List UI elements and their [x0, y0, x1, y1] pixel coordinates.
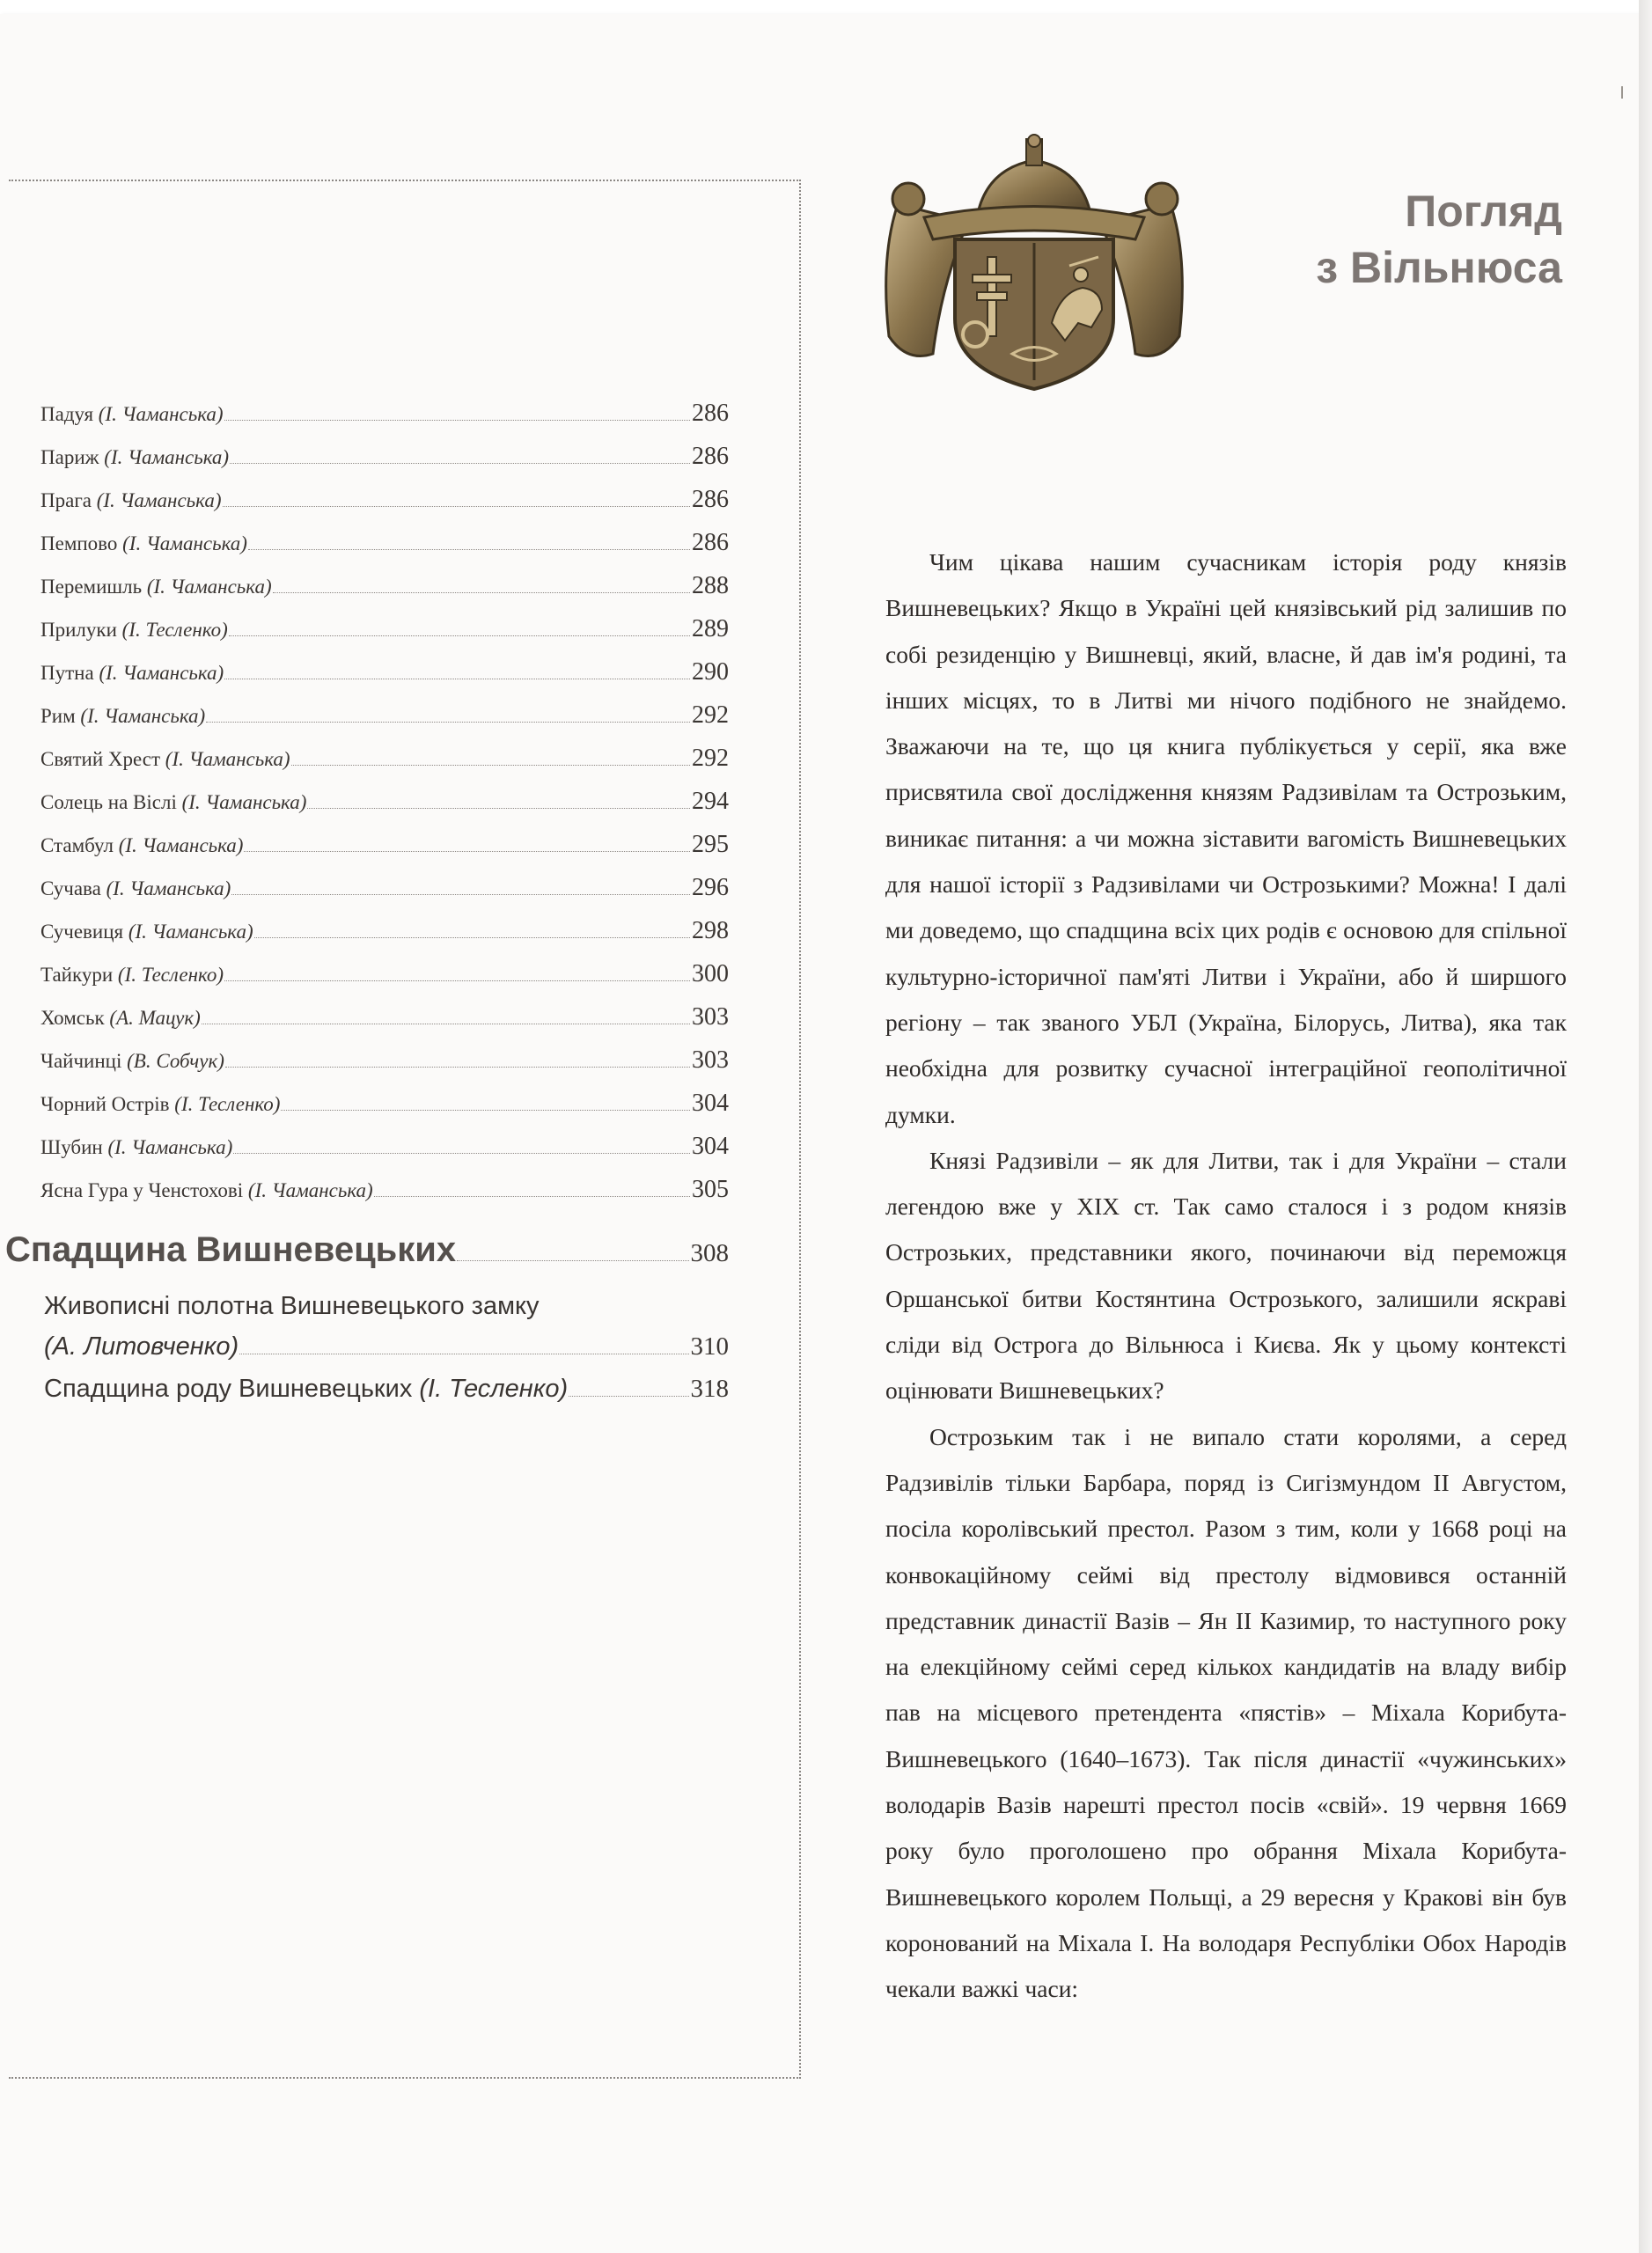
toc-dots [307, 808, 690, 809]
toc-dots [223, 506, 691, 507]
toc-item[interactable] [40, 874, 729, 917]
toc-item-author: (І. Чаманська) [122, 532, 247, 554]
toc-item-author: (І. Чаманська) [165, 748, 290, 770]
toc-item-page: 295 [692, 831, 729, 858]
toc-item[interactable] [40, 917, 729, 960]
toc-item-page: 304 [692, 1133, 729, 1160]
toc-item-page: 290 [692, 658, 729, 686]
toc-item-title: Прилуки [40, 619, 117, 641]
toc-item-title: Рим [40, 705, 76, 727]
toc-item-title: Сучава [40, 877, 101, 899]
toc-item-author: (І. Чаманська) [146, 576, 272, 598]
toc-dots [224, 980, 690, 981]
chapter-title [1316, 183, 1562, 296]
toc-item-author: (І. Чаманська) [104, 446, 230, 468]
toc-item-page: 292 [692, 745, 729, 772]
toc-item-author: (І. Чаманська) [96, 489, 222, 511]
toc-item-page: 286 [692, 400, 729, 427]
toc-item-title: Прага [40, 489, 92, 511]
toc-item-author: (А. Мацук) [109, 1007, 201, 1029]
toc-item-title: Стамбул [40, 834, 114, 856]
toc-item-title: Чорний Острів [40, 1093, 170, 1115]
toc-item-author: (В. Собчук) [127, 1050, 224, 1072]
body-paragraph: Чим цікава нашим сучасникам історія роду князів Вишневецьких? Якщо в Україні цей князівський рід залишив по собі резиденцію у Вишневці, який, власне, й дав ім'я родині, та інших місцях, то в Литві ми нічого подібного не знайдемо. Зважаючи на те, що ця книга публікується у серії, яка вже присвятила свої дослідження князям Радзивілам та Острозьким, виникає питання: а чи можна зіставити вагомість Вишневецьких для нашої історії з Радзивілами чи Острозькими? Можна! І далі ми доведемо, що спадщина всіх цих родів є основою для спільної культурно-історичної пам'яті Литви і України, або й ширшого регіону – так званого УБЛ (Україна, Білорусь, Литва), яка так необхідна для розвитку сучасної інтеграційної геополітичної думки. [885, 548, 1567, 1128]
toc-item[interactable] [40, 400, 729, 443]
body-text [885, 539, 1567, 2013]
toc-item-author: (І. Чаманська) [128, 921, 253, 943]
toc-item[interactable] [40, 529, 729, 572]
toc-section-page: 308 [690, 1239, 729, 1267]
body-paragraph: Острозьким так і не випало стати королями, а серед Радзивілів тільки Барбара, поряд із Сигізмундом II Августом, посіла королівський престол. Разом з тим, коли у 1668 році на конвокаційному сеймі від престолу відмовився останній представник династії Вазів – Ян II Казимир, то наступного року на елекційному сеймі серед кількох кандидатів на владу вибір пав на місцевого претендента «пястів» – Міхала Корибута-Вишневецького (1640–1673). Так після династії «чужинських» володарів Вазів нарешті престол посів «свій». 19 червня 1669 року було проголошено про обрання Міхала Корибута-Вишневецького королем Польщі, а 29 вересня у Кракові він був коронований на Міхала I. На володаря Республіки Обох Народів чекали важкі часи: [885, 1422, 1567, 2003]
toc-subitem-row[interactable] [44, 1375, 729, 1404]
toc-item-title: Чайчинці [40, 1050, 122, 1072]
toc-item-title: Падуя [40, 403, 94, 425]
toc-item[interactable] [40, 615, 729, 658]
toc-item-title: Париж [40, 446, 99, 468]
chapter-title-line2: з Вільнюса [1316, 243, 1562, 292]
toc-item[interactable] [40, 1090, 729, 1133]
toc-item-page: 300 [692, 960, 729, 987]
toc-item[interactable] [40, 486, 729, 529]
toc-item[interactable] [40, 1133, 729, 1176]
toc-item-title: Ясна Гура у Ченстохові [40, 1179, 244, 1201]
toc-item-page: 305 [692, 1176, 729, 1203]
toc-subitem-row[interactable] [44, 1332, 729, 1361]
toc-dots [224, 420, 690, 421]
toc-item-page: 294 [692, 788, 729, 815]
toc-dots [457, 1260, 688, 1261]
toc-dots [231, 894, 690, 895]
toc-item-page: 288 [692, 572, 729, 599]
page-mark [1621, 86, 1623, 99]
toc-item-title: Тайкури [40, 964, 114, 986]
toc-item[interactable] [40, 658, 729, 701]
toc-subitem-title[interactable]: Живописні полотна Вишневецького замку [44, 1292, 540, 1320]
toc-item-page: 286 [692, 529, 729, 556]
toc-item-author: (І. Чаманська) [106, 877, 231, 899]
toc-subitem-author: (А. Литовченко) [44, 1332, 239, 1361]
toc-item[interactable] [40, 788, 729, 831]
toc-dots [291, 765, 690, 766]
toc-item-page: 286 [692, 486, 729, 513]
toc-dots [569, 1396, 688, 1397]
toc-item[interactable] [40, 701, 729, 745]
toc-item-title: Пемпово [40, 532, 118, 554]
body-paragraph: Князі Радзивіли – як для Литви, так і для України – стали легендою вже у XIX ст. Так само сталося і з родом князів Острозьких, представники якого, починаючи від переможця Оршанської битви Костянтина Острозького, залишили яскраві сліди від Острога до Вільнюса і Києва. Як у цьому контексті оцінювати Вишневецьких? [885, 1146, 1567, 1405]
toc-item[interactable] [40, 572, 729, 615]
toc-item-title: Солець на Віслі [40, 791, 177, 813]
toc-item[interactable] [40, 831, 729, 874]
toc-dots [206, 722, 690, 723]
toc-item-author: (І. Чаманська) [99, 662, 224, 684]
toc-section-title: Спадщина Вишневецьких [5, 1230, 457, 1269]
toc-dots [248, 549, 690, 550]
toc-item-author: (І. Чаманська) [98, 403, 224, 425]
toc-item-page: 304 [692, 1090, 729, 1117]
toc-item-title: Шубин [40, 1136, 103, 1158]
coat-of-arms-image [871, 134, 1197, 398]
toc-item-author: (І. Чаманська) [181, 791, 307, 813]
toc-dots [374, 1196, 690, 1197]
toc-dots [230, 463, 690, 464]
toc-item[interactable] [40, 960, 729, 1003]
toc-subitem-page: 318 [690, 1375, 729, 1403]
toc-item-title: Святий Хрест [40, 748, 161, 770]
toc-item[interactable] [40, 1003, 729, 1046]
toc-item-page: 296 [692, 874, 729, 901]
toc-dots [233, 1153, 690, 1154]
toc-item-page: 303 [692, 1046, 729, 1074]
toc-item-page: 289 [692, 615, 729, 642]
toc-item-author: (І. Чаманська) [80, 705, 206, 727]
page-edge [1639, 0, 1652, 2253]
toc-dots [229, 635, 690, 636]
toc-item-author: (І. Чаманська) [107, 1136, 233, 1158]
toc-item-page: 303 [692, 1003, 729, 1031]
toc-item-page: 292 [692, 701, 729, 729]
toc-item-title: Хомськ [40, 1007, 105, 1029]
toc-item-title: Сучевиця [40, 921, 124, 943]
toc-item-title: Путна [40, 662, 94, 684]
toc-item-page: 286 [692, 443, 729, 470]
toc-dots [254, 937, 690, 938]
toc-item-title: Перемишль [40, 576, 143, 598]
toc-subitem-title: Спадщина роду Вишневецьких [44, 1375, 413, 1403]
toc-item-author: (І. Тесленко) [121, 619, 228, 641]
toc-dots [244, 851, 690, 852]
toc-item[interactable] [40, 443, 729, 486]
toc-item-page: 298 [692, 917, 729, 944]
toc-item[interactable] [40, 1176, 729, 1219]
toc-item-author: (І. Тесленко) [174, 1093, 281, 1115]
toc-subitem-page: 310 [690, 1332, 729, 1361]
toc-dots [281, 1110, 690, 1111]
toc-item[interactable] [40, 1046, 729, 1090]
chapter-title-line1: Погляд [1405, 187, 1562, 236]
toc-list [40, 400, 729, 1219]
toc-subitem-author: (І. Тесленко) [419, 1375, 569, 1403]
toc-section-heading[interactable] [5, 1230, 729, 1270]
toc-dots [273, 592, 690, 593]
toc-item[interactable] [40, 745, 729, 788]
toc-item-author: (І. Чаманська) [118, 834, 244, 856]
toc-item-author: (І. Чаманська) [247, 1179, 373, 1201]
toc-dots [225, 1067, 690, 1068]
toc-item-author: (І. Тесленко) [117, 964, 224, 986]
